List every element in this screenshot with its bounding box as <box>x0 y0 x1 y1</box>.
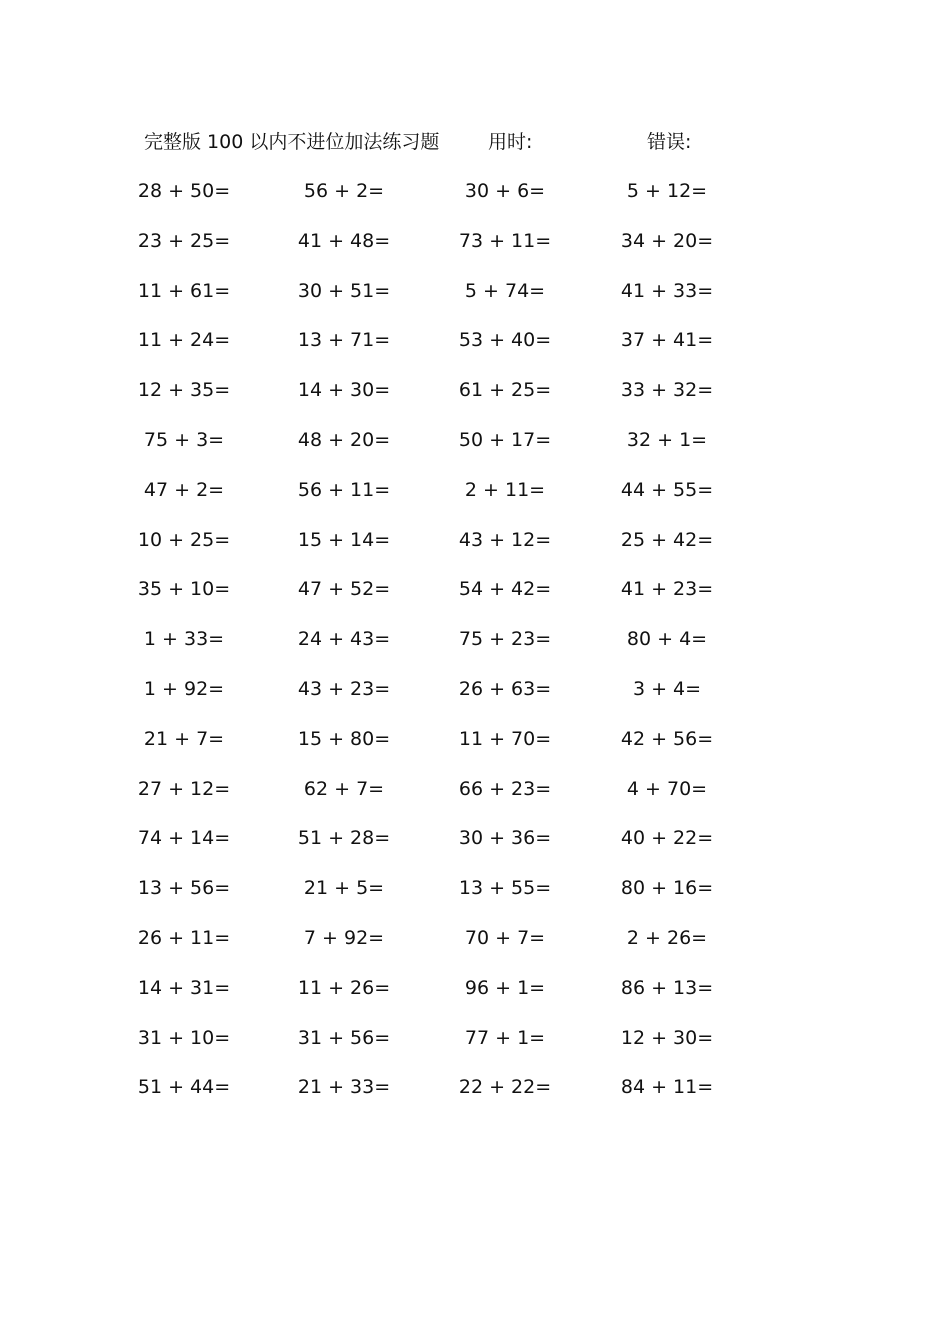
problem-row <box>0 575 950 625</box>
problem-row <box>0 1024 950 1074</box>
addition-problem: 5 + 12= <box>626 180 708 202</box>
addition-problem: 10 + 25= <box>137 528 231 551</box>
addition-problem: 32 + 1= <box>626 428 708 451</box>
addition-problem: 1 + 92= <box>143 677 225 700</box>
problem-row <box>0 675 950 725</box>
addition-problem: 1 + 33= <box>143 628 225 651</box>
addition-problem: 75 + 3= <box>143 428 225 451</box>
addition-problem: 21 + 7= <box>143 727 225 750</box>
worksheet-title: 完整版 100 以内不进位加法练习题 <box>144 131 440 153</box>
addition-problem: 3 + 4= <box>632 677 702 700</box>
addition-problem: 24 + 43= <box>297 628 391 651</box>
addition-problem: 30 + 51= <box>297 279 391 302</box>
addition-problem: 11 + 70= <box>458 727 552 750</box>
worksheet-header <box>0 128 950 156</box>
addition-problem: 47 + 52= <box>297 578 391 601</box>
error-count-label: 错误: <box>647 131 692 153</box>
addition-problem: 37 + 41= <box>620 329 714 352</box>
addition-problem: 96 + 1= <box>464 976 546 999</box>
time-used-label: 用时: <box>488 131 533 153</box>
problem-row <box>0 227 950 277</box>
problem-row <box>0 725 950 775</box>
addition-problem: 11 + 26= <box>297 976 391 999</box>
addition-problem: 13 + 55= <box>458 877 552 900</box>
addition-problem: 80 + 4= <box>626 628 708 651</box>
addition-problem: 73 + 11= <box>458 229 552 252</box>
addition-problem: 5 + 74= <box>464 279 546 302</box>
addition-problem: 54 + 42= <box>458 578 552 601</box>
addition-problem: 66 + 23= <box>458 777 552 800</box>
addition-problem: 70 + 7= <box>464 926 546 949</box>
problem-row <box>0 526 950 576</box>
addition-problem: 26 + 11= <box>137 926 231 949</box>
addition-problem: 43 + 23= <box>297 677 391 700</box>
addition-problem: 42 + 56= <box>620 727 714 750</box>
addition-problem: 14 + 31= <box>137 976 231 999</box>
addition-problem: 84 + 11= <box>620 1076 714 1099</box>
addition-problem: 77 + 1= <box>464 1026 546 1049</box>
problem-row <box>0 924 950 974</box>
problem-row <box>0 1073 950 1123</box>
problem-row <box>0 775 950 825</box>
addition-problem: 51 + 28= <box>297 827 391 850</box>
problem-row <box>0 824 950 874</box>
addition-problem: 21 + 5= <box>303 877 385 900</box>
addition-problem: 23 + 25= <box>137 229 231 252</box>
addition-problem: 47 + 2= <box>143 478 225 501</box>
addition-problem: 44 + 55= <box>620 478 714 501</box>
problem-row <box>0 426 950 476</box>
problem-row <box>0 277 950 327</box>
problem-row <box>0 874 950 924</box>
addition-problem: 31 + 56= <box>297 1026 391 1049</box>
addition-problem: 61 + 25= <box>458 379 552 402</box>
addition-problem: 41 + 23= <box>620 578 714 601</box>
addition-problem: 35 + 10= <box>137 578 231 601</box>
problem-row <box>0 974 950 1024</box>
addition-problem: 14 + 30= <box>297 379 391 402</box>
addition-problem: 86 + 13= <box>620 976 714 999</box>
addition-problem: 28 + 50= <box>137 180 231 202</box>
addition-problem: 21 + 33= <box>297 1076 391 1099</box>
addition-problem: 56 + 2= <box>303 180 385 202</box>
problem-grid <box>0 177 950 1123</box>
addition-problem: 62 + 7= <box>303 777 385 800</box>
addition-problem: 7 + 92= <box>303 926 385 949</box>
addition-problem: 2 + 26= <box>626 926 708 949</box>
addition-problem: 41 + 48= <box>297 229 391 252</box>
addition-problem: 4 + 70= <box>626 777 708 800</box>
addition-problem: 12 + 30= <box>620 1026 714 1049</box>
addition-problem: 15 + 80= <box>297 727 391 750</box>
addition-problem: 43 + 12= <box>458 528 552 551</box>
problem-row <box>0 625 950 675</box>
addition-problem: 22 + 22= <box>458 1076 552 1099</box>
addition-problem: 56 + 11= <box>297 478 391 501</box>
addition-problem: 34 + 20= <box>620 229 714 252</box>
addition-problem: 27 + 12= <box>137 777 231 800</box>
addition-problem: 33 + 32= <box>620 379 714 402</box>
addition-problem: 51 + 44= <box>137 1076 231 1099</box>
addition-problem: 75 + 23= <box>458 628 552 651</box>
addition-problem: 15 + 14= <box>297 528 391 551</box>
addition-problem: 31 + 10= <box>137 1026 231 1049</box>
addition-problem: 26 + 63= <box>458 677 552 700</box>
addition-problem: 48 + 20= <box>297 428 391 451</box>
addition-problem: 41 + 33= <box>620 279 714 302</box>
addition-problem: 40 + 22= <box>620 827 714 850</box>
addition-problem: 11 + 24= <box>137 329 231 352</box>
problem-row <box>0 476 950 526</box>
addition-problem: 2 + 11= <box>464 478 546 501</box>
addition-problem: 12 + 35= <box>137 379 231 402</box>
addition-problem: 74 + 14= <box>137 827 231 850</box>
addition-problem: 13 + 56= <box>137 877 231 900</box>
addition-problem: 30 + 36= <box>458 827 552 850</box>
problem-row <box>0 326 950 376</box>
addition-problem: 80 + 16= <box>620 877 714 900</box>
addition-problem: 50 + 17= <box>458 428 552 451</box>
addition-problem: 11 + 61= <box>137 279 231 302</box>
problem-row <box>0 376 950 426</box>
addition-problem: 25 + 42= <box>620 528 714 551</box>
problem-row <box>0 177 950 227</box>
addition-problem: 53 + 40= <box>458 329 552 352</box>
addition-problem: 13 + 71= <box>297 329 391 352</box>
addition-problem: 30 + 6= <box>464 180 546 202</box>
